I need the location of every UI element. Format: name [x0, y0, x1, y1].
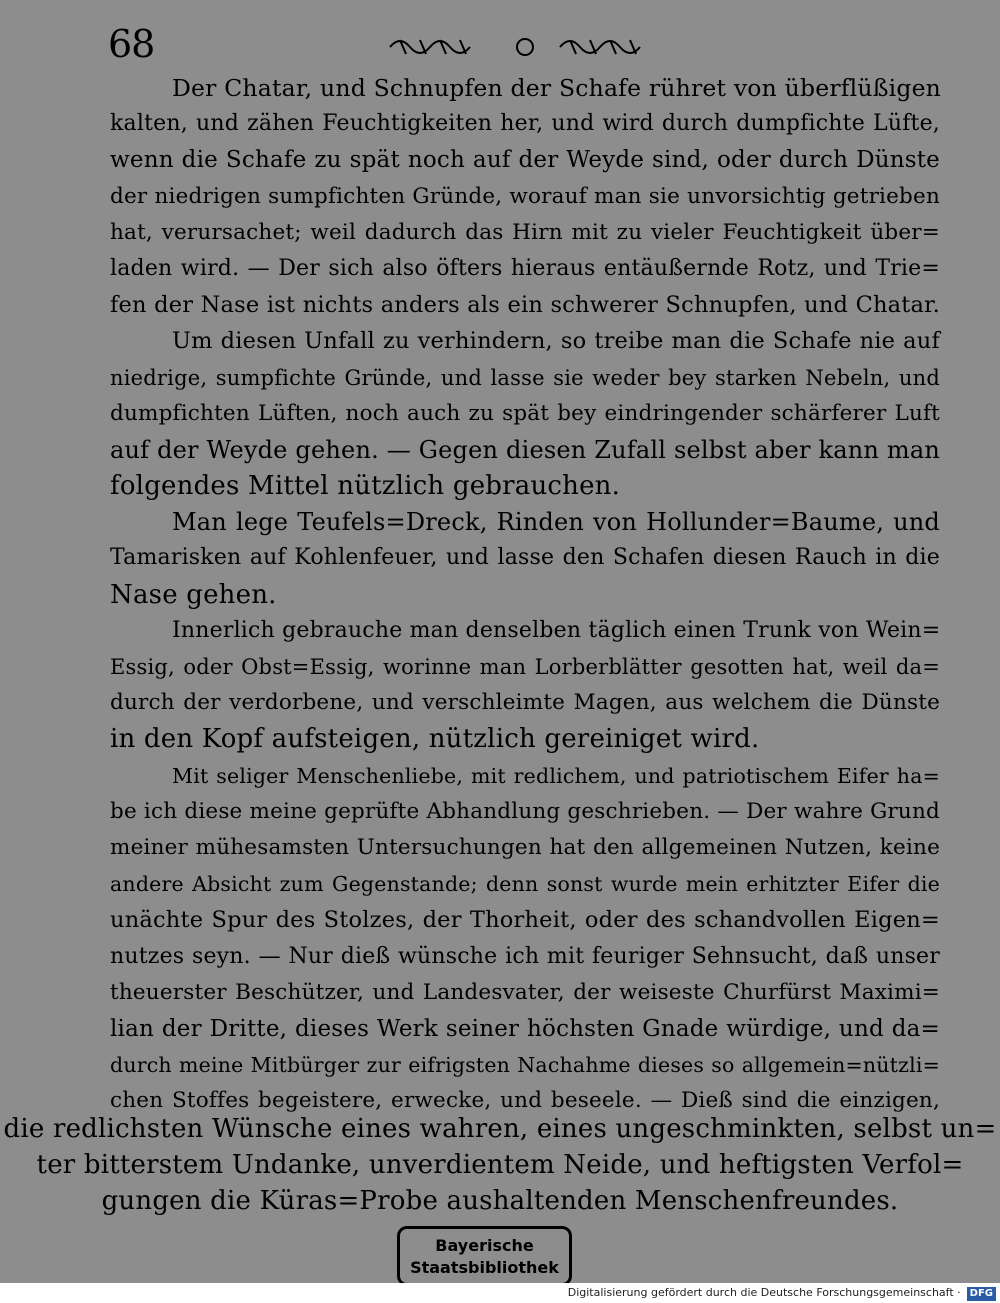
text-line: be ich diese meine geprüfte Abhandlung geschrieben. — Der wahre Grund [110, 798, 940, 824]
text-line: lian der Dritte, dieses Werk seiner höchsten Gnade würdige, und da= [110, 1015, 940, 1042]
text-line: meiner mühesamsten Untersuchungen hat den allgemeinen Nutzen, keine [110, 834, 940, 860]
closing-paragraph [0, 1111, 1000, 1220]
text-line: folgendes Mittel nützlich gebrauchen. [110, 471, 621, 502]
text-line: theuerster Beschützer, und Landesvater, der weiseste Churfürst Maximi= [110, 979, 940, 1005]
text-line: andere Absicht zum Gegenstande; denn sonst wurde mein erhitzter Eifer die [110, 872, 940, 897]
text-line: ter bitterstem Undanke, unverdientem Neide, und heftigsten Verfol= [36, 1150, 964, 1181]
text-line: auf der Weyde gehen. — Gegen diesen Zufall selbst aber kann man [110, 435, 941, 464]
text-line: durch meine Mitbürger zur eifrigsten Nachahme dieses so allgemein=nützli= [110, 1053, 940, 1078]
stamp-line: Staatsbibliothek [410, 1258, 559, 1277]
text-line: fen der Nase ist nichts anders als ein schwerer Schnupfen, und Chatar. [110, 292, 940, 319]
text-line: Der Chatar, und Schnupfen der Schafe rühret von überflüßigen [172, 74, 942, 102]
text-line: durch der verdorbene, und verschleimte Magen, aus welchem die Dünste [110, 690, 940, 716]
paragraph-2 [110, 323, 940, 504]
stamp-line: Bayerische [435, 1236, 534, 1255]
page-number: 68 [108, 22, 155, 66]
text-line: nutzes seyn. — Nur dieß wünsche ich mit feuriger Sehnsucht, daß unser [110, 943, 940, 969]
paragraph-3 [110, 504, 940, 613]
paragraph-5 [110, 758, 940, 1120]
body-text [110, 70, 940, 1119]
page-header [0, 22, 1000, 72]
text-line: gungen die Küras=Probe aushaltenden Menschenfreundes. [101, 1186, 899, 1217]
text-line: in den Kopf aufsteigen, nützlich gereiniget wird. [110, 724, 760, 755]
text-line: Tamarisken auf Kohlenfeuer, und lasse den Schafen diesen Rauch in die [110, 545, 940, 571]
library-stamp [397, 1226, 572, 1286]
text-line: die redlichsten Wünsche eines wahren, eines ungeschminkten, selbst un= [3, 1114, 997, 1144]
text-line: Um diesen Unfall zu verhindern, so treibe man die Schafe nie auf [172, 328, 940, 355]
ornamental-divider-icon [385, 32, 665, 62]
text-line: wenn die Schafe zu spät noch auf der Weyde sind, oder durch Dünste [110, 147, 940, 174]
text-line: kalten, und zähen Feuchtigkeiten her, und wird durch dumpfichte Lüfte, [110, 111, 940, 137]
paragraph-1 [110, 70, 940, 323]
text-line: der niedrigen sumpfichten Gründe, worauf man sie unvorsichtig getrieben [110, 183, 940, 209]
text-line: Nase gehen. [110, 579, 277, 610]
text-line: chen Stoffes begeistere, erwecke, und beseele. — Dieß sind die einzigen, [110, 1088, 940, 1114]
dfg-logo: DFG [967, 1287, 996, 1301]
paragraph-4 [110, 613, 940, 758]
digitization-footer [0, 1283, 1000, 1303]
footer-credit: Digitalisierung gefördert durch die Deutsche Forschungsgemeinschaft · [567, 1286, 961, 1299]
text-line: Mit seliger Menschenliebe, mit redlichem, und patriotischem Eifer ha= [172, 763, 940, 788]
text-line: unächte Spur des Stolzes, der Thorheit, oder des schandvollen Eigen= [110, 907, 940, 934]
text-line: niedrige, sumpfichte Gründe, und lasse sie weder bey starken Nebeln, und [110, 365, 940, 390]
text-line: Man lege Teufels=Dreck, Rinden von Hollunder=Baume, und [172, 508, 940, 537]
text-line: dumpfichten Lüften, noch auch zu spät bey eindringender schärferer Luft [110, 400, 940, 426]
text-line: laden wird. — Der sich also öfters hieraus entäußernde Rotz, und Trie= [110, 255, 940, 281]
text-line: Innerlich gebrauche man denselben täglich einen Trunk von Wein= [172, 617, 941, 643]
text-line: Essig, oder Obst=Essig, worinne man Lorberblätter gesotten hat, weil da= [110, 655, 940, 679]
text-line: hat, verursachet; weil dadurch das Hirn mit zu vieler Feuchtigkeit über= [110, 219, 940, 245]
